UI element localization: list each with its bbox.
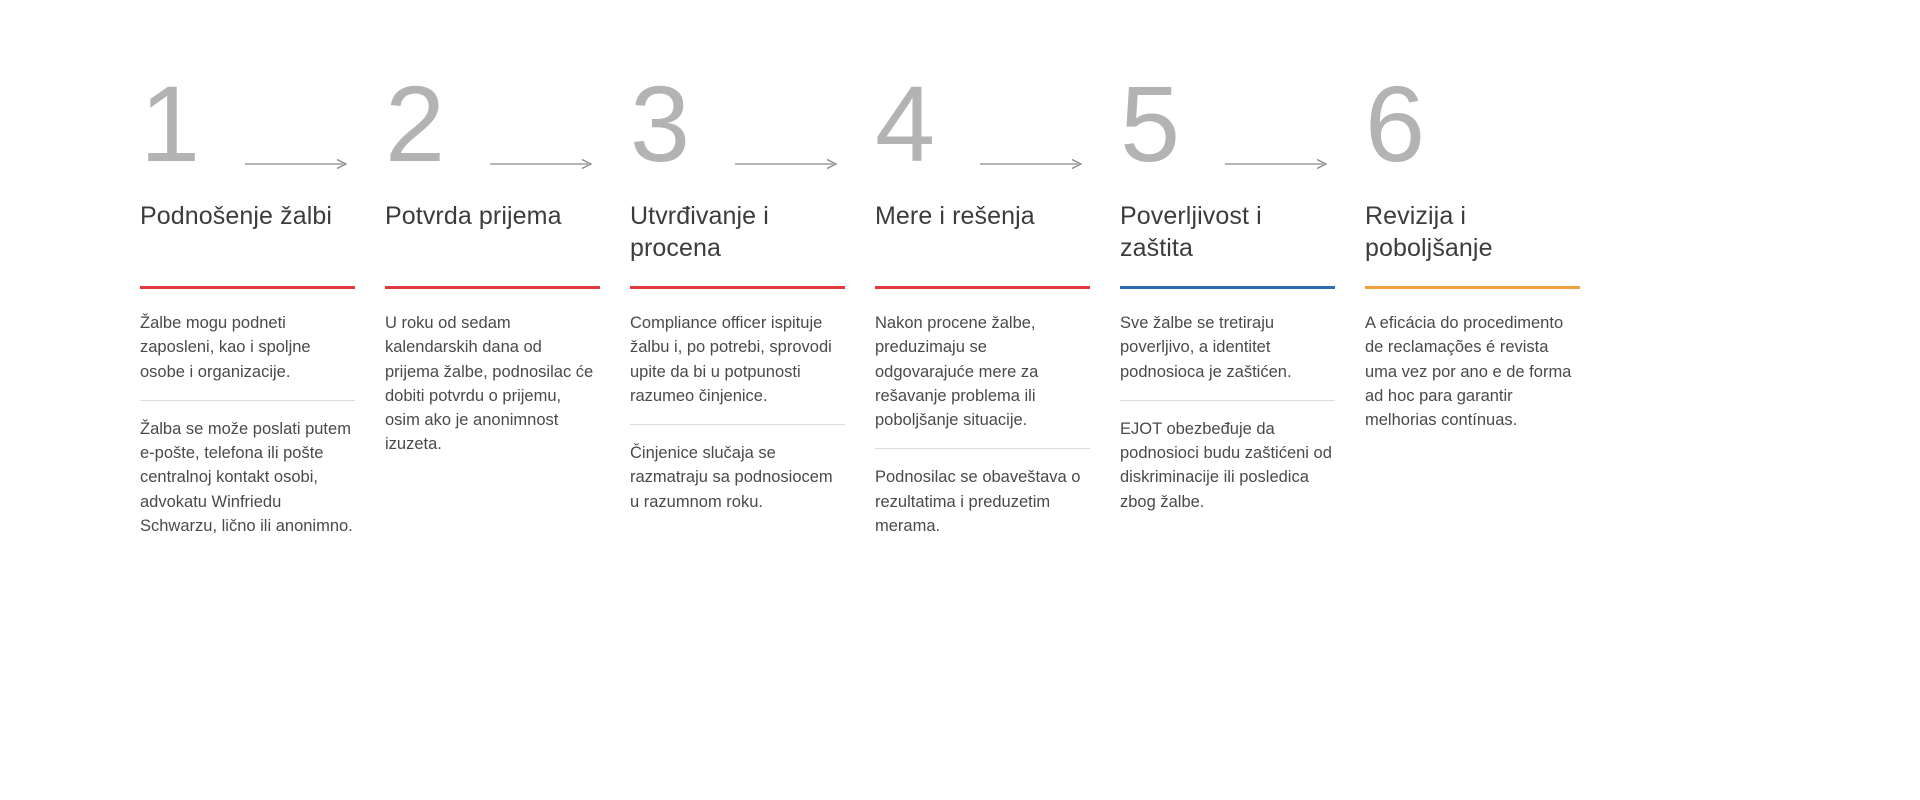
step-title: Podnošenje žalbi <box>140 202 333 230</box>
step-underline <box>1120 286 1335 289</box>
process-step-6 <box>1365 63 1610 432</box>
step-title: Revizija i poboljšanje <box>1365 202 1493 262</box>
arrow-icon <box>735 158 845 170</box>
arrow-icon <box>1225 158 1335 170</box>
step-number: 2 <box>385 63 444 184</box>
step-body <box>1365 311 1580 432</box>
process-step-4 <box>875 63 1120 538</box>
process-step-2 <box>385 63 630 457</box>
arrow-icon <box>980 158 1090 170</box>
step-number: 5 <box>1120 63 1179 184</box>
paragraph-divider <box>630 424 845 425</box>
step-number: 1 <box>140 63 199 184</box>
step-number-row <box>630 63 875 184</box>
step-body <box>630 311 845 514</box>
step-paragraph: Žalba se može poslati putem e-pošte, telefona ili pošte centralnoj kontakt osobi, advokatu Winfriedu Schwarzu, lično ili anonimno. <box>140 419 353 535</box>
step-title: Poverljivost i zaštita <box>1120 202 1262 262</box>
step-paragraph: Činjenice slučaja se razmatraju sa podnosiocem u razumnom roku. <box>630 444 833 511</box>
step-body <box>140 311 355 538</box>
step-number-row <box>140 63 385 184</box>
step-paragraph: Sve žalbe se tretiraju poverljivo, a identitet podnosioca je zaštićen. <box>1120 314 1292 381</box>
step-paragraph: A eficácia do procedimento de reclamações é revista uma vez por ano e de forma ad hoc para garantir melhorias contínuas. <box>1365 314 1572 429</box>
step-paragraph: Compliance officer ispituje žalbu i, po potrebi, sprovodi upite da bi u potpunosti razumeo činjenice. <box>630 314 832 405</box>
step-paragraph: Žalbe mogu podneti zaposleni, kao i spoljne osobe i organizacije. <box>140 314 311 381</box>
step-title: Mere i rešenja <box>875 202 1035 230</box>
step-number: 6 <box>1365 63 1424 184</box>
step-paragraph: U roku od sedam kalendarskih dana od prijema žalbe, podnosilac će dobiti potvrdu o prijemu, osim ako je anonimnost izuzeta. <box>385 314 594 454</box>
step-body <box>1120 311 1335 514</box>
step-number: 4 <box>875 63 934 184</box>
step-body <box>385 311 600 457</box>
step-number-row <box>1365 63 1610 184</box>
arrow-icon <box>245 158 355 170</box>
step-number-row <box>385 63 630 184</box>
step-paragraph: EJOT obezbeđuje da podnosioci budu zaštićeni od diskriminacije ili posledica zbog žalbe. <box>1120 419 1332 511</box>
step-number-row <box>875 63 1120 184</box>
process-step-3 <box>630 63 875 514</box>
process-steps <box>140 63 1610 538</box>
arrow-icon <box>490 158 600 170</box>
step-underline <box>875 286 1090 289</box>
step-body <box>875 311 1090 538</box>
process-step-1 <box>140 63 385 538</box>
step-paragraph: Nakon procene žalbe, preduzimaju se odgovarajuće mere za rešavanje problema ili poboljšanje situacije. <box>875 314 1039 429</box>
step-underline <box>1365 286 1580 289</box>
step-number-row <box>1120 63 1365 184</box>
step-underline <box>630 286 845 289</box>
step-title: Utvrđivanje i procena <box>630 202 769 262</box>
paragraph-divider <box>1120 400 1335 401</box>
paragraph-divider <box>875 448 1090 449</box>
step-underline <box>140 286 355 289</box>
step-underline <box>385 286 600 289</box>
step-number: 3 <box>630 63 689 184</box>
process-step-5 <box>1120 63 1365 514</box>
step-title: Potvrda prijema <box>385 202 562 230</box>
paragraph-divider <box>140 400 355 401</box>
step-paragraph: Podnosilac se obaveštava o rezultatima i preduzetim merama. <box>875 468 1081 535</box>
